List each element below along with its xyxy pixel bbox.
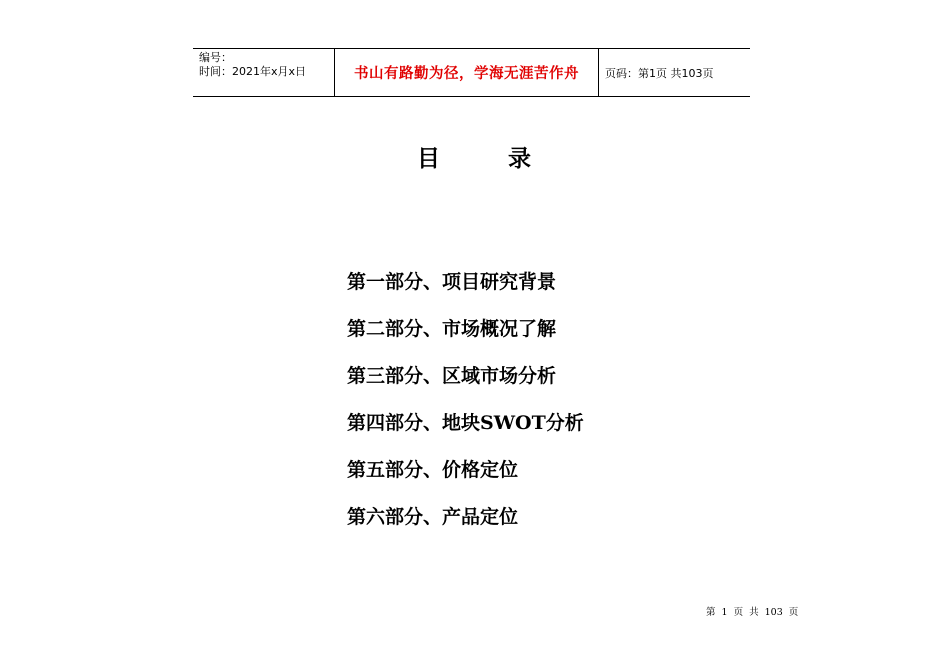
motto-text: 书山有路勤为径，学海无涯苦作舟 [354, 66, 579, 82]
header-page-code [599, 49, 750, 96]
page-footer: 第 1 页 共 103 页 [706, 607, 799, 618]
toc-item[interactable]: 第六部分、产品定位 [347, 506, 519, 528]
number-label: 编号： [199, 51, 232, 64]
toc-item[interactable]: 第四部分、地块SWOT分析 [347, 412, 584, 434]
header-motto [335, 49, 599, 96]
toc-title-right: 录 [508, 145, 533, 172]
toc-list [347, 270, 584, 552]
date-label: 时间：2021年x月x日 [199, 65, 307, 78]
page-code-text: 页码：第1页 共103页 [605, 66, 714, 80]
page-header [193, 48, 750, 97]
toc-item[interactable]: 第一部分、项目研究背景 [347, 271, 557, 293]
toc-item[interactable]: 第五部分、价格定位 [347, 459, 519, 481]
toc-item[interactable]: 第二部分、市场概况了解 [347, 318, 557, 340]
toc-title-left: 目 [417, 145, 442, 172]
toc-title [0, 140, 950, 173]
toc-item[interactable]: 第三部分、区域市场分析 [347, 365, 557, 387]
header-meta [193, 49, 335, 96]
